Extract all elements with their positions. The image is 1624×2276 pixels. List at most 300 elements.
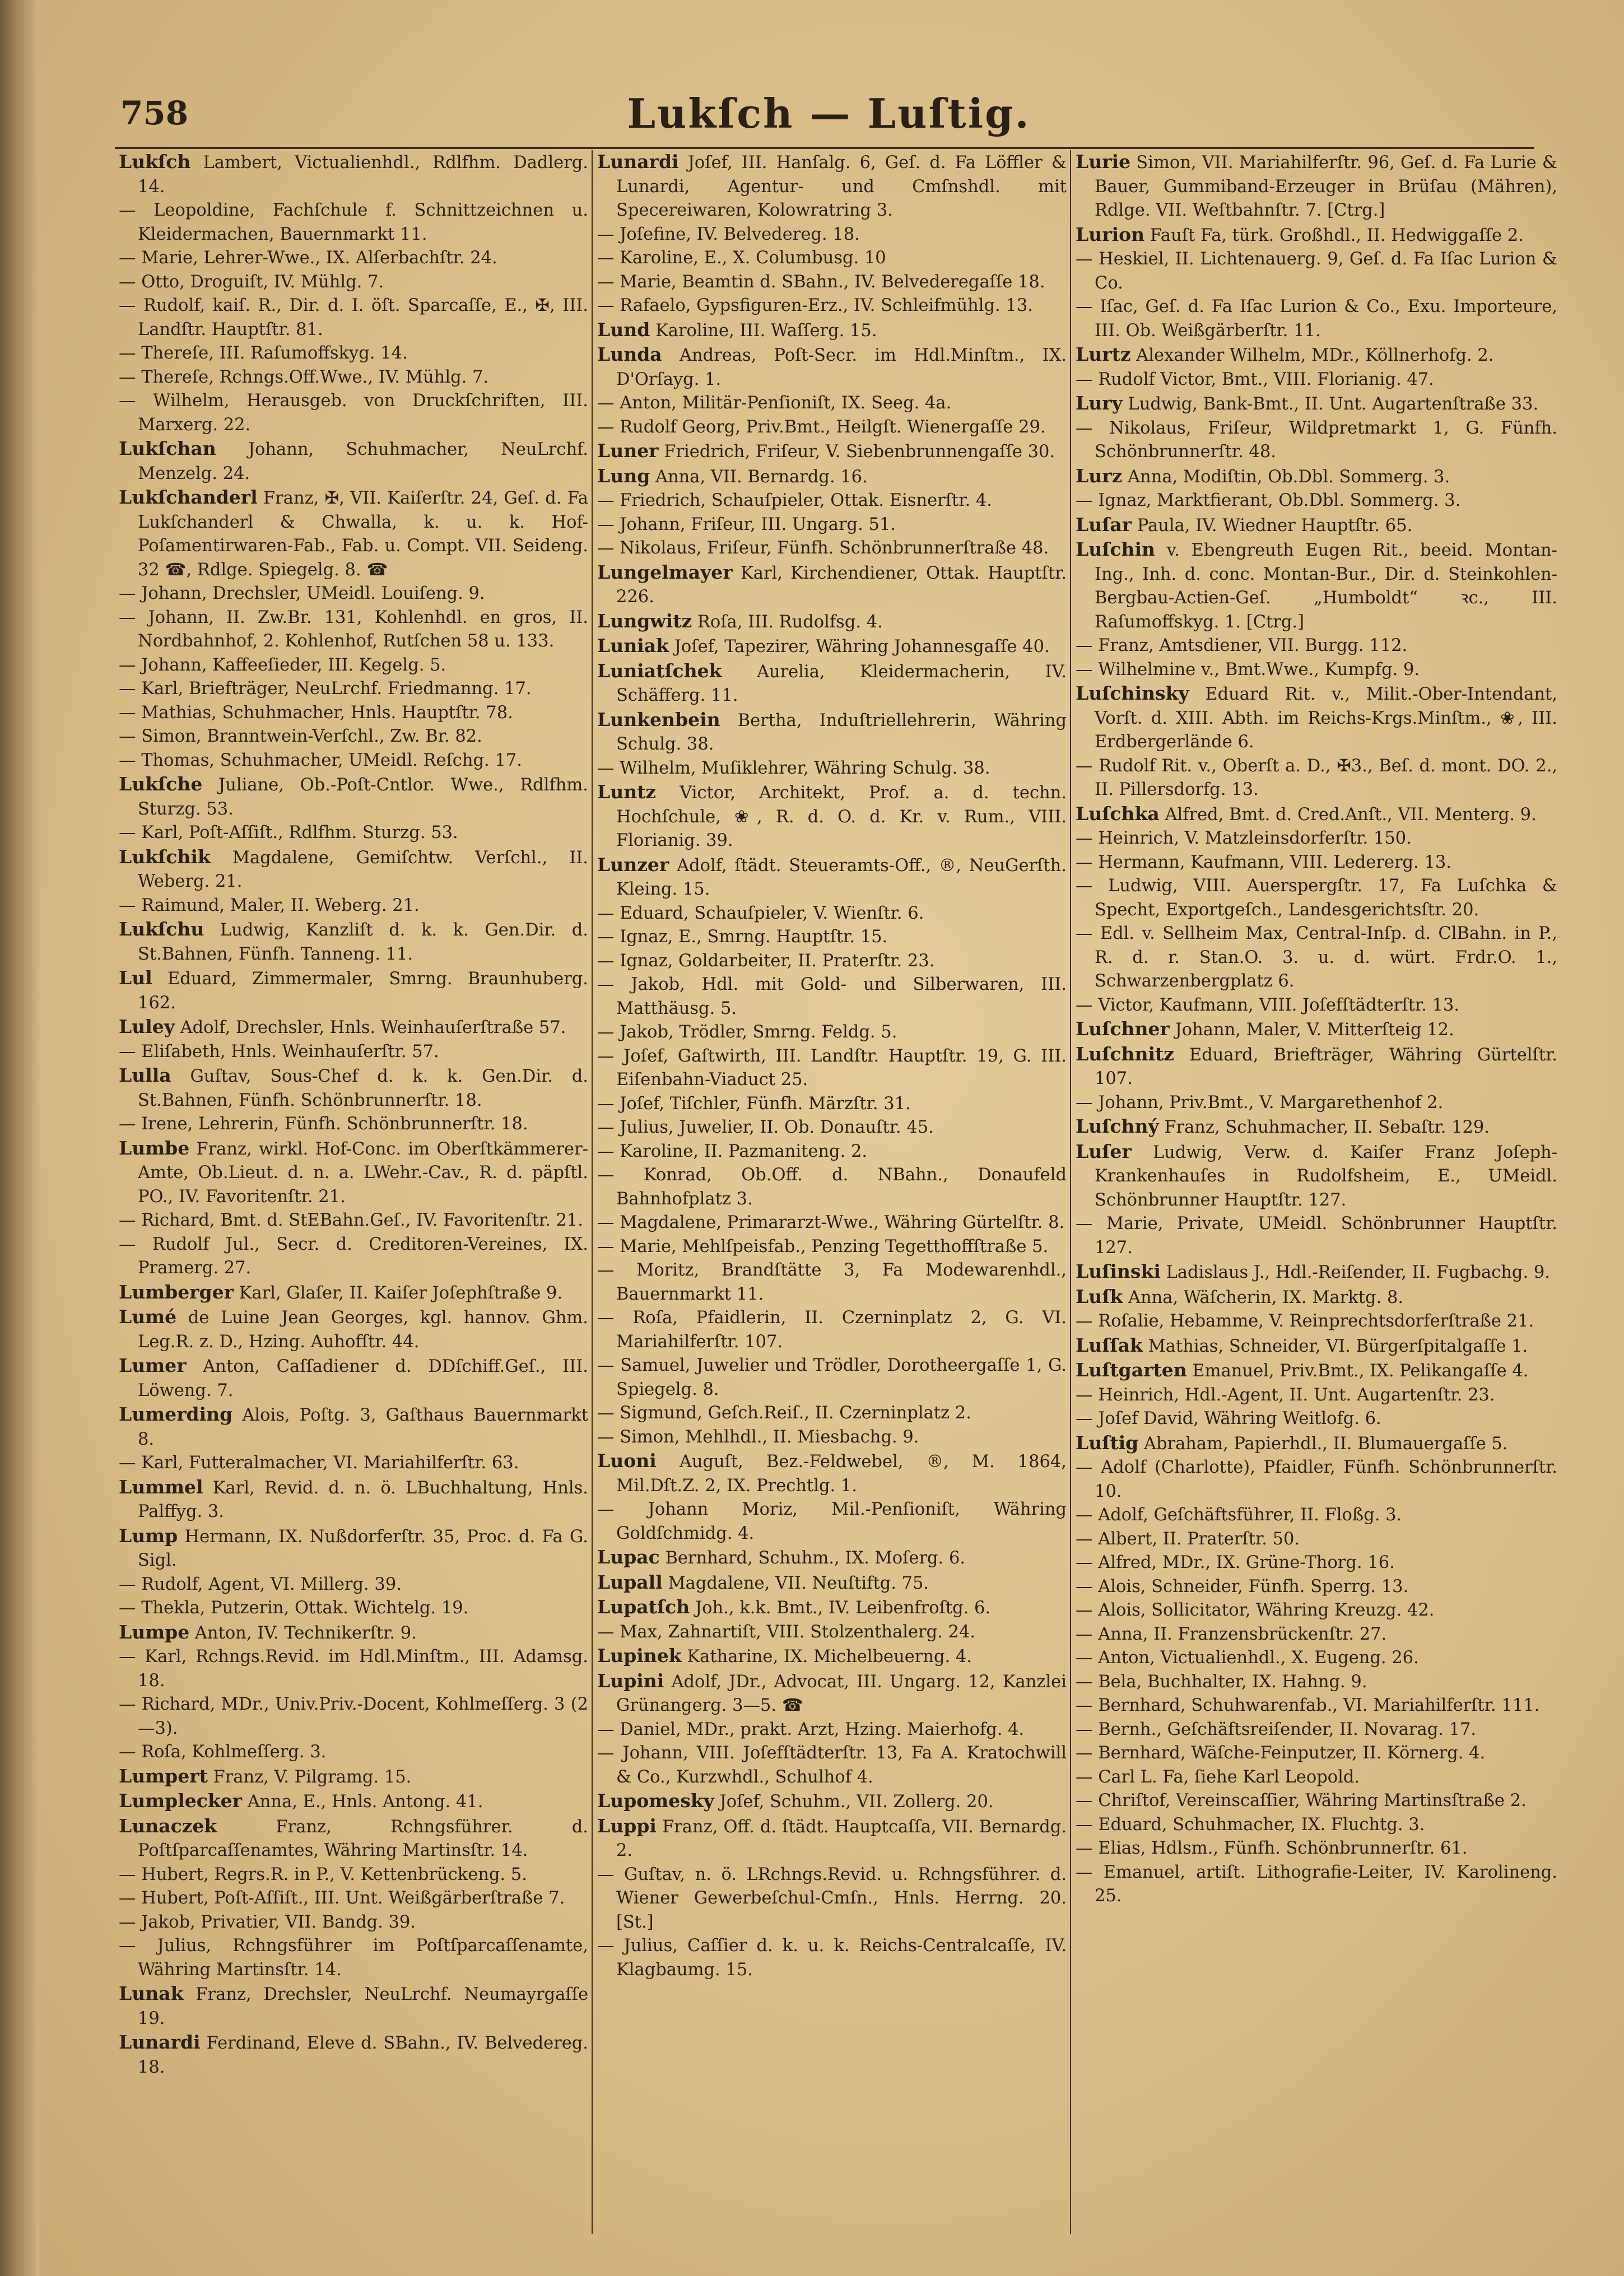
entry-text: Emanuel, Priv.Bmt., IX. Pelikangaſſe 4. xyxy=(1192,1361,1529,1381)
directory-entry xyxy=(119,1693,588,1740)
directory-entry xyxy=(119,582,588,606)
entry-text: — Rafaelo, Gypsfiguren-Erz., IV. Schleifmühlg. 13. xyxy=(597,296,1033,315)
entry-surname: Lurion xyxy=(1076,223,1145,245)
directory-entry xyxy=(1076,922,1557,994)
directory-entry xyxy=(1076,1456,1557,1504)
entry-text: Joſef, Schuhm., VII. Zollerg. 20. xyxy=(719,1792,994,1812)
entry-text: — Karl, Futteralmacher, VI. Mariahilferſtr. 63. xyxy=(119,1453,519,1473)
directory-entry xyxy=(597,271,1067,295)
entry-text: Bernhard, Schuhm., IX. Moſerg. 6. xyxy=(665,1548,966,1568)
entry-text: Anton, Caſſadiener d. DDſchiff.Geſ., III. Löweng. 7. xyxy=(138,1357,588,1400)
entry-text: — Iſac, Geſ. d. Fa Iſac Lurion & Co., Exu. Importeure, III. Ob. Weißgärberſtr. 11. xyxy=(1076,297,1557,341)
entry-surname: Lumberger xyxy=(119,1281,234,1303)
entry-surname: Lunardi xyxy=(119,2031,201,2053)
entry-surname: Luoni xyxy=(597,1450,657,1472)
entry-text: — Wilhelm, Herausgeb. von Druckſchriften, III. Marxerg. 22. xyxy=(119,391,588,435)
entry-surname: Lump xyxy=(119,1524,178,1547)
entry-text: — Karoline, E., X. Columbusg. 10 xyxy=(597,248,886,268)
directory-entry xyxy=(1076,513,1557,538)
directory-entry xyxy=(597,780,1067,853)
entry-text: — Johann, Kaffeeſieder, III. Kegelg. 5. xyxy=(119,655,446,675)
entry-text: Franz, Off. d. ſtädt. Hauptcaſſa, VII. Bernardg. 2. xyxy=(616,1817,1067,1860)
directory-entry xyxy=(119,1040,588,1064)
entry-text: — Karl, Poſt-Aſſiſt., Rdlfhm. Sturzg. 53. xyxy=(119,823,458,843)
entry-text: Anna, Modiſtin, Ob.Dbl. Sommerg. 3. xyxy=(1128,467,1450,487)
entry-text: — Carl L. Fa, ſiehe Karl Leopold. xyxy=(1076,1767,1360,1787)
directory-entry xyxy=(597,1235,1067,1259)
entry-text: — Emanuel, artiſt. Lithografie-Leiter, IV. Karolineng. 25. xyxy=(1076,1862,1557,1906)
directory-entry xyxy=(597,1045,1067,1092)
directory-entry xyxy=(597,1644,1067,1669)
directory-entry xyxy=(597,1571,1067,1596)
directory-entry xyxy=(1076,1407,1557,1431)
entry-surname: Lumpert xyxy=(119,1765,208,1787)
entry-text: — Ignaz, Marktfierant, Ob.Dbl. Sommerg. 3. xyxy=(1076,491,1461,510)
entry-text: Karl, Glaſer, II. Kaiſer Joſephſtraße 9. xyxy=(239,1283,563,1303)
entry-surname: Lunda xyxy=(597,343,662,365)
entry-text: Joh., k.k. Bmt., IV. Leibenfroſtg. 6. xyxy=(695,1598,991,1618)
entry-text: — Franz, Amtsdiener, VII. Burgg. 112. xyxy=(1076,636,1408,655)
entry-text: Eduard Rit. v., Milit.-Ober-Intendant, Vorſt. d. XIII. Abth. im Reichs-Krgs.Minſtm., ❀, III. Erdbergerlände 6. xyxy=(1095,685,1557,752)
entry-text: — Marie, Beamtin d. SBahn., IV. Belvederegaſſe 18. xyxy=(597,272,1045,292)
entry-text: — Adolf (Charlotte), Pfaidler, Fünfh. Schönbrunnerſtr. 10. xyxy=(1076,1458,1557,1501)
entry-surname: Lupac xyxy=(597,1546,660,1568)
directory-entry xyxy=(119,821,588,845)
entry-surname: Lungelmayer xyxy=(597,561,733,583)
entry-surname: Lury xyxy=(1076,392,1123,414)
directory-entry xyxy=(597,659,1067,708)
directory-entry xyxy=(119,1740,588,1765)
directory-entry xyxy=(597,513,1067,537)
directory-entry xyxy=(597,1306,1067,1354)
directory-entry xyxy=(119,1887,588,1911)
entry-text: — Raimund, Maler, II. Weberg. 21. xyxy=(119,895,420,915)
entry-text: — Edl. v. Sellheim Max, Central-Inſp. d. ClBahn. in P., R. d. r. Stan.O. 3. u. d. würt. Frdr.O. 1., Schwarzenbergplatz 6. xyxy=(1076,924,1557,991)
entry-text: — Albert, II. Praterſtr. 50. xyxy=(1076,1529,1300,1549)
directory-entry xyxy=(119,1621,588,1646)
column-separator xyxy=(592,150,593,2234)
entry-text: Lambert, Victualienhdl., Rdlfhm. Dadlerg. 14. xyxy=(138,153,588,197)
entry-text: — Anton, Victualienhdl., X. Eugeng. 26. xyxy=(1076,1648,1419,1668)
entry-text: — Wilhelmine v., Bmt.Wwe., Kumpfg. 9. xyxy=(1076,659,1420,679)
directory-entry xyxy=(1076,1528,1557,1552)
entry-text: Magdalene, Gemiſchtw. Verſchl., II. Weberg. 21. xyxy=(138,848,588,891)
entry-text: Ludwig, Verw. d. Kaiſer Franz Joſeph-Krankenhauſes in Rudolfsheim, E., UMeidl. Schönbrunner Hauptſtr. 127. xyxy=(1095,1142,1557,1210)
entry-text: Juliane, Ob.-Poſt-Cntlor. Wwe., Rdlfhm. Sturzg. 53. xyxy=(138,775,588,819)
directory-entry xyxy=(1076,1384,1557,1408)
directory-entry xyxy=(1076,1694,1557,1718)
entry-text: — Bernhard, Schuhwarenfab., VI. Mariahilferſtr. 111. xyxy=(1076,1696,1540,1715)
entry-text: — Joſef David, Währing Weitlofg. 6. xyxy=(1076,1409,1381,1428)
entry-text: — Irene, Lehrerin, Fünfh. Schönbrunnerſtr. 18. xyxy=(119,1114,528,1134)
entry-text: Auguſt, Bez.-Feldwebel, ®, M. 1864, Mil.Dſt.Z. 2, IX. Prechtlg. 1. xyxy=(616,1452,1067,1496)
directory-entry xyxy=(119,486,588,582)
entry-text: Franz, wirkl. Hof-Conc. im Oberſtkämmerer-Amte, Ob.Lieut. d. n. a. LWehr.-Cav., R. d. päpſtl. PO., IV. Favoritenſtr. 21. xyxy=(138,1139,588,1207)
entry-text: — Roſa, Pfaidlerin, II. Czerninplatz 2, G. VI. Mariahilferſtr. 107. xyxy=(597,1308,1067,1352)
entry-surname: Luſtgarten xyxy=(1076,1359,1187,1381)
directory-entry xyxy=(119,1982,588,2031)
header-rule xyxy=(115,147,1534,149)
directory-entry xyxy=(119,437,588,486)
directory-entry xyxy=(1076,1599,1557,1623)
entry-text: — Mathias, Schuhmacher, Hnls. Hauptſtr. 78. xyxy=(119,702,513,723)
entry-text: Franz, ✠, VII. Kaiſerſtr. 24, Geſ. d. Fa Lukſchanderl & Chwalla, k. u. k. Hof-Poſamentirwaren-Fab., Fab. u. Compt. VII. Seideng. 32 ☎, Rdlge. Spiegelg. 8. ☎ xyxy=(138,488,588,580)
directory-entry xyxy=(597,150,1067,223)
directory-entry xyxy=(597,561,1067,609)
entry-text: — Johann, II. Zw.Br. 131, Kohlenhdl. en gros, II. Nordbahnhof, 2. Kohlenhof, Rutſchen 58 u. 133. xyxy=(119,607,588,651)
entry-surname: Lul xyxy=(119,967,152,989)
directory-entry xyxy=(119,606,588,654)
directory-entry xyxy=(1076,827,1557,851)
directory-entry xyxy=(119,1645,588,1693)
entry-surname: Luner xyxy=(597,440,659,462)
entry-text: — Wilhelm, Muſiklehrer, Währing Schulg. 38. xyxy=(597,758,990,778)
entry-text: — Rudolf, kaiſ. R., Dir. d. I. öſt. Sparcaſſe, E., ✠, III. Landſtr. Hauptſtr. 81. xyxy=(119,296,588,339)
entry-surname: Luſtig xyxy=(1076,1431,1139,1454)
directory-entry xyxy=(119,342,588,366)
directory-entry xyxy=(1076,634,1557,658)
directory-entry xyxy=(597,537,1067,561)
entry-surname: Lurie xyxy=(1076,151,1131,173)
entry-text: Eduard, Zimmermaler, Smrng. Braunhuberg. 162. xyxy=(138,969,588,1013)
entry-surname: Lukſche xyxy=(119,773,203,795)
directory-entry xyxy=(1076,658,1557,682)
entry-surname: Lunzer xyxy=(597,853,669,876)
directory-entry xyxy=(119,701,588,725)
directory-entry xyxy=(597,1021,1067,1045)
entry-text: Katharine, IX. Michelbeuerng. 4. xyxy=(687,1647,972,1667)
directory-entry xyxy=(597,1211,1067,1235)
entry-text: Andreas, Poſt-Secr. im Hdl.Minſtm., IX. D'Orſayg. 1. xyxy=(616,346,1067,389)
entry-text: — Otto, Droguiſt, IV. Mühlg. 7. xyxy=(119,272,384,292)
directory-entry xyxy=(597,1621,1067,1645)
directory-entry xyxy=(1076,1813,1557,1837)
entry-text: Simon, VII. Mariahilferſtr. 96, Geſ. d. Fa Lurie & Bauer, Gummiband-Erzeuger in Brüſau (Mähren), Rdlge. VII. Weſtbahnſtr. 7. [Ctrg.] xyxy=(1095,153,1557,220)
entry-text: Adolf, ſtädt. Steueramts-Off., ®, NeuGerſth. Kleing. 15. xyxy=(616,855,1067,899)
entry-text: v. Ebengreuth Eugen Rit., beeid. Montan-Ing., Inh. d. conc. Montan-Bur., Dir. d. Steinkohlen-Bergbau-Actien-Geſ. „Humboldt“ ꝛc., III. Raſumoffskyg. 1. [Ctrg.] xyxy=(1095,541,1557,632)
directory-entry xyxy=(1076,1334,1557,1359)
entry-text: Anna, E., Hnls. Antong. 41. xyxy=(247,1792,483,1812)
directory-entry xyxy=(1076,1260,1557,1285)
directory-entry xyxy=(597,489,1067,513)
entry-text: Franz, Rchngsführer. d. Poſtſparcaſſenamtes, Währing Martinsſtr. 14. xyxy=(138,1817,588,1860)
entry-text: Karl, Kirchendiener, Ottak. Hauptſtr. 226. xyxy=(616,563,1067,607)
directory-entry xyxy=(1076,1115,1557,1140)
directory-entry xyxy=(597,1934,1067,1982)
entry-text: — Konrad, Ob.Off. d. NBahn., Donaufeld Bahnhofplatz 3. xyxy=(597,1165,1067,1209)
directory-entry xyxy=(597,246,1067,271)
entry-text: Anna, VII. Bernardg. 16. xyxy=(655,467,868,487)
entry-text: — Heinrich, V. Matzleinsdorferſtr. 150. xyxy=(1076,829,1412,848)
entry-text: — Adolf, Geſchäftsführer, II. Floßg. 3. xyxy=(1076,1505,1402,1525)
directory-entry xyxy=(597,1718,1067,1742)
directory-entry xyxy=(1076,489,1557,513)
entry-text: — Joſef, Tiſchler, Fünfh. Märzſtr. 31. xyxy=(597,1093,911,1114)
entry-text: — Eliſabeth, Hnls. Weinhauſerſtr. 57. xyxy=(119,1041,439,1062)
entry-surname: Luſchinsky xyxy=(1076,682,1189,704)
directory-entry xyxy=(1076,802,1557,827)
entry-text: Friedrich, Friſeur, V. Siebenbrunnengaſſe 30. xyxy=(664,442,1055,462)
directory-entry xyxy=(1076,392,1557,417)
entry-text: — Roſalie, Hebamme, V. Reinprechtsdorferſtraße 21. xyxy=(1076,1311,1534,1331)
directory-entry xyxy=(1076,1431,1557,1456)
entry-surname: Lunaczek xyxy=(119,1814,217,1837)
directory-entry xyxy=(1076,874,1557,922)
entry-text: Mathias, Schneider, VI. Bürgerſpitalgaſſe 1. xyxy=(1148,1336,1528,1356)
entry-text: de Luine Jean Georges, kgl. hannov. Ghm. Leg.R. z. D., Hzing. Auhofſtr. 44. xyxy=(138,1308,588,1352)
entry-surname: Lupatſch xyxy=(597,1596,690,1618)
entry-text: — Nikolaus, Friſeur, Fünfh. Schönbrunnerſtraße 48. xyxy=(597,538,1049,558)
directory-entry xyxy=(1076,851,1557,875)
entry-text: — Julius, Juwelier, II. Ob. Donauſtr. 45. xyxy=(597,1118,934,1137)
entry-text: Fauſt Fa, türk. Großhdl., II. Hedwiggaſſe 2. xyxy=(1150,225,1524,245)
entry-surname: Luſchný xyxy=(1076,1115,1159,1137)
directory-entry xyxy=(119,1281,588,1306)
column-separator xyxy=(1070,150,1071,2234)
directory-entry xyxy=(597,757,1067,781)
directory-entry xyxy=(597,1163,1067,1211)
entry-text: — Johann, Priv.Bmt., V. Margarethenhof 2. xyxy=(1076,1092,1444,1113)
entry-surname: Lunkenbein xyxy=(597,708,720,730)
entry-text: Anton, IV. Technikerſtr. 9. xyxy=(194,1623,417,1643)
directory-entry xyxy=(119,199,588,246)
entry-text: — Samuel, Juwelier und Trödler, Dorotheergaſſe 1, G. Spiegelg. 8. xyxy=(597,1356,1067,1399)
entry-text: — Thomas, Schuhmacher, UMeidl. Reſchg. 17. xyxy=(119,750,522,770)
entry-surname: Luppi xyxy=(597,1814,657,1837)
directory-entry xyxy=(119,294,588,342)
entry-text: — Heinrich, Hdl.-Agent, II. Unt. Augartenſtr. 23. xyxy=(1076,1385,1495,1405)
directory-entry xyxy=(597,439,1067,464)
entry-surname: Luſchin xyxy=(1076,538,1156,560)
directory-entry xyxy=(119,654,588,678)
entry-text: — Ludwig, VIII. Auerspergſtr. 17, Fa Luſchka & Specht, Exportgeſch., Landesgerichtsſtr. 20. xyxy=(1076,876,1557,920)
entry-text: — Alfred, MDr., IX. Grüne-Thorg. 16. xyxy=(1076,1553,1395,1572)
entry-text: — Moritz, Brandſtätte 3, Fa Modewarenhdl., Bauernmarkt 11. xyxy=(597,1260,1067,1304)
book-gutter xyxy=(0,0,39,2276)
entry-text: Aurelia, Kleidermacherin, IV. Schäfferg. 11. xyxy=(616,662,1067,705)
entry-text: — Eduard, Schauſpieler, V. Wienſtr. 6. xyxy=(597,903,924,923)
entry-surname: Luniatſchek xyxy=(597,659,722,682)
entry-surname: Lumé xyxy=(119,1306,177,1328)
entry-surname: Lumerding xyxy=(119,1403,233,1425)
entry-text: — Johann, VIII. Joſefſtädterſtr. 13, Fa A. Kratochwill & Co., Kurzwhdl., Schulhof 4. xyxy=(597,1743,1067,1787)
directory-entry xyxy=(1076,343,1557,368)
directory-entry xyxy=(597,1742,1067,1789)
directory-entry xyxy=(1076,1861,1557,1909)
directory-entry xyxy=(119,2031,588,2079)
directory-entry xyxy=(119,845,588,894)
entry-text: — Julius, Caſſier d. k. u. k. Reichs-Centralcaſſe, IV. Klagbaumg. 15. xyxy=(597,1936,1067,1980)
column-3 xyxy=(1076,150,1557,2223)
directory-entry xyxy=(1076,1042,1557,1091)
entry-text: Joſef, III. Hanſalg. 6, Geſ. d. Fa Löffler & Lunardi, Agentur- und Cmſnshdl. mit Specereiwaren, Kolowratring 3. xyxy=(616,153,1067,220)
directory-entry xyxy=(1076,223,1557,248)
entry-text: — Karl, Rchngs.Revid. im Hdl.Minſtm., III. Adamsg. 18. xyxy=(119,1647,588,1691)
entry-text: — Anton, Militär-Penſioniſt, IX. Seeg. 4a. xyxy=(597,393,952,413)
directory-entry xyxy=(1076,1623,1557,1647)
directory-entry xyxy=(119,1911,588,1935)
entry-surname: Lulla xyxy=(119,1064,171,1086)
directory-entry xyxy=(597,950,1067,974)
entry-surname: Lurz xyxy=(1076,464,1123,487)
entry-text: Alois, Poſtg. 3, Gaſthaus Bauernmarkt 8. xyxy=(138,1405,588,1449)
entry-text: Ludwig, Bank-Bmt., II. Unt. Augartenſtraße 33. xyxy=(1128,394,1539,414)
entry-text: — Karoline, II. Pazmaniteng. 2. xyxy=(597,1141,868,1161)
directory-entry xyxy=(1076,1766,1557,1790)
directory-entry xyxy=(597,343,1067,392)
entry-surname: Lummel xyxy=(119,1476,203,1498)
entry-text: Adolf, Drechsler, Hnls. Weinhauſerſtraße 57. xyxy=(180,1018,566,1037)
entry-text: — Rudolf, Agent, VI. Millerg. 39. xyxy=(119,1574,402,1594)
directory-entry xyxy=(119,1789,588,1814)
entry-surname: Lumpe xyxy=(119,1621,190,1643)
entry-surname: Lupall xyxy=(597,1571,663,1593)
entry-surname: Lumer xyxy=(119,1355,187,1376)
directory-entry xyxy=(119,749,588,773)
entry-text: — Jakob, Privatier, VII. Bandg. 39. xyxy=(119,1912,416,1932)
directory-entry xyxy=(119,271,588,295)
entry-surname: Luniak xyxy=(597,635,669,657)
entry-text: — Julius, Rchngsführer im Poſtſparcaſſenamte, Währing Martinsſtr. 14. xyxy=(119,1936,588,1980)
entry-surname: Luſer xyxy=(1076,1140,1132,1162)
entry-text: — Guſtav, n. ö. LRchngs.Revid. u. Rchngsführer. d. Wiener Gewerbeſchul-Cmſn., Hnls. Herrng. 20. [St.] xyxy=(597,1864,1067,1932)
directory-entry xyxy=(119,1524,588,1573)
entry-text: — Thekla, Putzerin, Ottak. Wichtelg. 19. xyxy=(119,1598,469,1618)
entry-text: Johann, Schuhmacher, NeuLrchf. Menzelg. 24. xyxy=(138,440,588,483)
directory-entry xyxy=(119,918,588,966)
directory-entry xyxy=(597,294,1067,318)
entry-text: — Jakob, Hdl. mit Gold- und Silberwaren, III. Matthäusg. 5. xyxy=(597,975,1067,1018)
entry-text: — Sigmund, Geſch.Reiſ., II. Czerninplatz 2. xyxy=(597,1403,971,1423)
directory-entry xyxy=(597,464,1067,490)
directory-entry xyxy=(597,1354,1067,1402)
entry-surname: Luſſak xyxy=(1076,1334,1143,1356)
entry-text: Ludwig, Kanzliſt d. k. k. Gen.Dir. d. St.Bahnen, Fünfh. Tanneng. 11. xyxy=(138,920,588,964)
directory-entry xyxy=(597,1092,1067,1116)
entry-text: — Roſa, Kohlmeſſerg. 3. xyxy=(119,1742,327,1762)
directory-entry xyxy=(597,1259,1067,1306)
directory-entry xyxy=(597,1546,1067,1571)
directory-entry xyxy=(119,1814,588,1863)
directory-entry xyxy=(1076,1789,1557,1813)
entry-text: — Hubert, Poſt-Aſſiſt., III. Unt. Weißgärberſtraße 7. xyxy=(119,1888,565,1908)
directory-entry xyxy=(597,1449,1067,1498)
directory-entry xyxy=(1076,1212,1557,1260)
entry-surname: Luntz xyxy=(597,781,657,803)
directory-entry xyxy=(1076,368,1557,392)
entry-surname: Lumbe xyxy=(119,1137,190,1159)
directory-entry xyxy=(119,1573,588,1597)
entry-text: Hermann, IX. Nußdorferſtr. 35, Proc. d. Fa G. Sigl. xyxy=(138,1526,588,1570)
entry-text: Karl, Revid. d. n. ö. LBuchhaltung, Hnls. Palffyg. 3. xyxy=(138,1478,588,1521)
directory-entry xyxy=(119,1403,588,1451)
directory-entry xyxy=(597,925,1067,950)
entry-text: Roſa, III. Rudolfsg. 4. xyxy=(697,612,883,632)
entry-text: — Thereſe, Rchngs.Off.Wwe., IV. Mühlg. 7. xyxy=(119,367,489,387)
entry-surname: Lunak xyxy=(119,1982,184,2004)
directory-entry xyxy=(119,1064,588,1113)
entry-surname: Luſk xyxy=(1076,1285,1123,1307)
entry-text: — Marie, Mehlſpeisfab., Penzing Tegetthoffſtraße 5. xyxy=(597,1236,1049,1256)
entry-surname: Lungwitz xyxy=(597,609,692,632)
entry-text: — Karl, Briefträger, NeuLrchf. Friedmanng. 17. xyxy=(119,679,532,699)
column-2 xyxy=(597,150,1067,2223)
directory-entry xyxy=(119,1597,588,1621)
entry-text: Eduard, Briefträger, Währing Gürtelſtr. 107. xyxy=(1095,1045,1557,1088)
directory-entry xyxy=(597,708,1067,757)
entry-text: — Alois, Sollicitator, Währing Kreuzg. 42. xyxy=(1076,1600,1435,1620)
entry-text: — Rudolf Victor, Bmt., VIII. Florianig. 47. xyxy=(1076,369,1434,389)
entry-text: Magdalene, VII. Neuſtiftg. 75. xyxy=(668,1573,929,1593)
directory-entry xyxy=(119,1354,588,1403)
directory-entry xyxy=(597,1669,1067,1718)
entry-surname: Lunardi xyxy=(597,151,679,173)
directory-entry xyxy=(1076,150,1557,223)
entry-text: — Chriſtof, Vereinscaſſier, Währing Martinsſtraße 2. xyxy=(1076,1791,1527,1810)
entry-text: — Hermann, Kaufmann, VIII. Ledererg. 13. xyxy=(1076,852,1451,872)
entry-text: Johann, Maler, V. Mitterſteig 12. xyxy=(1175,1020,1454,1040)
entry-text: Victor, Architekt, Prof. a. d. techn. Hochſchule, ❀, R. d. O. d. Kr. v. Rum., VIII. Florianig. 39. xyxy=(616,783,1067,850)
entry-text: Franz, Schuhmacher, II. Sebaſtr. 129. xyxy=(1164,1118,1490,1137)
entry-text: — Max, Zahnartiſt, VIII. Stolzenthalerg. 24. xyxy=(597,1622,976,1642)
directory-entry xyxy=(597,853,1067,902)
directory-entry xyxy=(1076,682,1557,755)
directory-entry xyxy=(1076,1575,1557,1599)
directory-entry xyxy=(1076,994,1557,1018)
directory-entry xyxy=(1076,464,1557,490)
directory-entry xyxy=(597,1426,1067,1450)
entry-text: Karoline, III. Waſſerg. 15. xyxy=(655,320,877,341)
entry-surname: Lupini xyxy=(597,1669,664,1692)
entry-text: — Leopoldine, Fachſchule f. Schnittzeichnen u. Kleidermachen, Bauernmarkt 11. xyxy=(119,201,588,244)
directory-entry xyxy=(597,1116,1067,1140)
entry-text: — Daniel, MDr., prakt. Arzt, Hzing. Maierhofg. 4. xyxy=(597,1719,1025,1739)
entry-text: — Johann Moriz, Mil.-Penſioniſt, Währing Goldſchmidg. 4. xyxy=(597,1500,1067,1543)
directory-entry xyxy=(119,1451,588,1476)
directory-entry xyxy=(119,1863,588,1887)
running-head: Lukſch — Luſtig. xyxy=(627,90,1031,137)
entry-text: — Nikolaus, Friſeur, Wildpretmarkt 1, G. Fünfh. Schönbrunnerſtr. 48. xyxy=(1076,418,1557,462)
entry-text: Franz, Drechsler, NeuLrchf. Neumayrgaſſe 19. xyxy=(138,1985,588,2028)
entry-surname: Lukſchu xyxy=(119,918,204,940)
directory-entry xyxy=(597,902,1067,926)
entry-surname: Luſinski xyxy=(1076,1260,1161,1282)
entry-text: Adolf, JDr., Advocat, III. Ungarg. 12, Kanzlei Grünangerg. 3—5. ☎ xyxy=(616,1672,1067,1715)
entry-text: — Bernhard, Wäſche-Feinputzer, II. Körnerg. 4. xyxy=(1076,1743,1486,1763)
directory-entry xyxy=(119,1137,588,1209)
directory-entry xyxy=(597,973,1067,1021)
entry-surname: Lukſch xyxy=(119,151,191,173)
directory-entry xyxy=(597,392,1067,416)
directory-entry xyxy=(119,246,588,271)
directory-entry xyxy=(1076,417,1557,464)
entry-text: — Ignaz, Goldarbeiter, II. Praterſtr. 23. xyxy=(597,951,935,971)
directory-entry xyxy=(1076,538,1557,634)
directory-entry xyxy=(119,1113,588,1137)
directory-entry xyxy=(1076,1837,1557,1861)
directory-entry xyxy=(119,1209,588,1233)
page-number: 758 xyxy=(120,94,189,132)
entry-surname: Lupomesky xyxy=(597,1790,714,1812)
entry-text: — Joſefine, IV. Belvedereg. 18. xyxy=(597,224,860,244)
directory-entry xyxy=(119,725,588,749)
directory-entry xyxy=(119,1476,588,1524)
directory-entry xyxy=(597,1814,1067,1863)
directory-entry xyxy=(119,677,588,701)
entry-text: — Alois, Schneider, Fünfh. Sperrg. 13. xyxy=(1076,1576,1409,1597)
entry-surname: Lumplecker xyxy=(119,1790,243,1812)
directory-entry xyxy=(597,1140,1067,1164)
